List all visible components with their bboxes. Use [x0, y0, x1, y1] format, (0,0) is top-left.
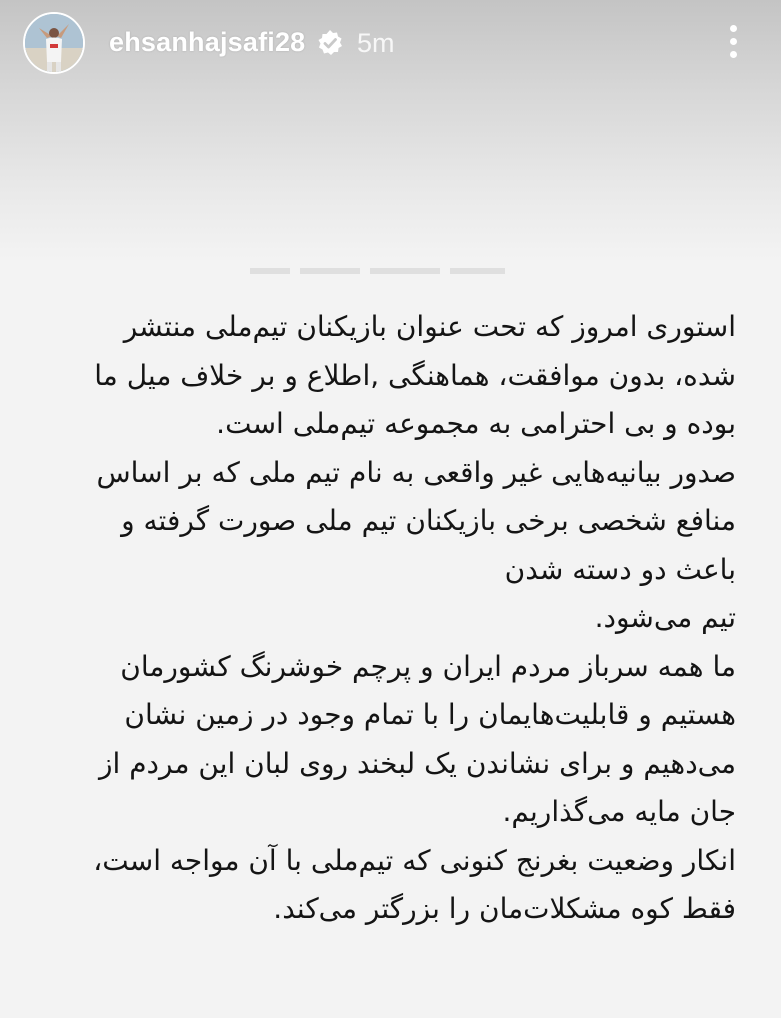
statement-line: تیم می‌شود. — [594, 601, 736, 634]
statement-text — [60, 303, 736, 934]
faint-watermark — [250, 262, 510, 280]
statement-line: فقط کوه مشکلات‌مان را بزرگتر می‌کند. — [273, 892, 736, 925]
more-options-icon[interactable] — [722, 22, 746, 62]
statement-line: جان مایه می‌گذاریم. — [502, 795, 736, 828]
statement-line: استوری امروز که تحت عنوان بازیکنان تیم‌ملی منتشر — [123, 310, 736, 343]
statement-line: منافع شخصی برخی بازیکنان تیم ملی صورت گرفته و — [121, 504, 736, 537]
statement-line: هستیم و قابلیت‌هایمان را با تمام وجود در زمین نشان — [124, 698, 736, 731]
statement-line: باعث دو دسته شدن — [504, 552, 736, 586]
story-header — [0, 0, 781, 86]
statement-line: انکار وضعیت بغرنج کنونی که تیم‌ملی با آن مواجه است، — [93, 843, 736, 877]
statement-line: می‌دهیم و برای نشاندن یک لبخند روی لبان این مردم از — [99, 746, 736, 780]
time-ago: 5m — [357, 28, 395, 58]
verified-badge-icon — [316, 29, 344, 57]
statement-line: ما همه سرباز مردم ایران و پرچم خوشرنگ کشورمان — [120, 649, 736, 683]
statement-line: صدور بیانیه‌هایی غیر واقعی به نام تیم ملی که بر اساس — [96, 455, 736, 489]
statement-line: شده، بدون موافقت، هماهنگی ,اطلاع و بر خلاف میل ما — [94, 358, 736, 392]
username[interactable]: ehsanhajsafi28 — [109, 27, 306, 57]
profile-avatar[interactable] — [23, 12, 85, 74]
statement-line: بوده و بی احترامی به مجموعه تیم‌ملی است. — [216, 407, 736, 440]
